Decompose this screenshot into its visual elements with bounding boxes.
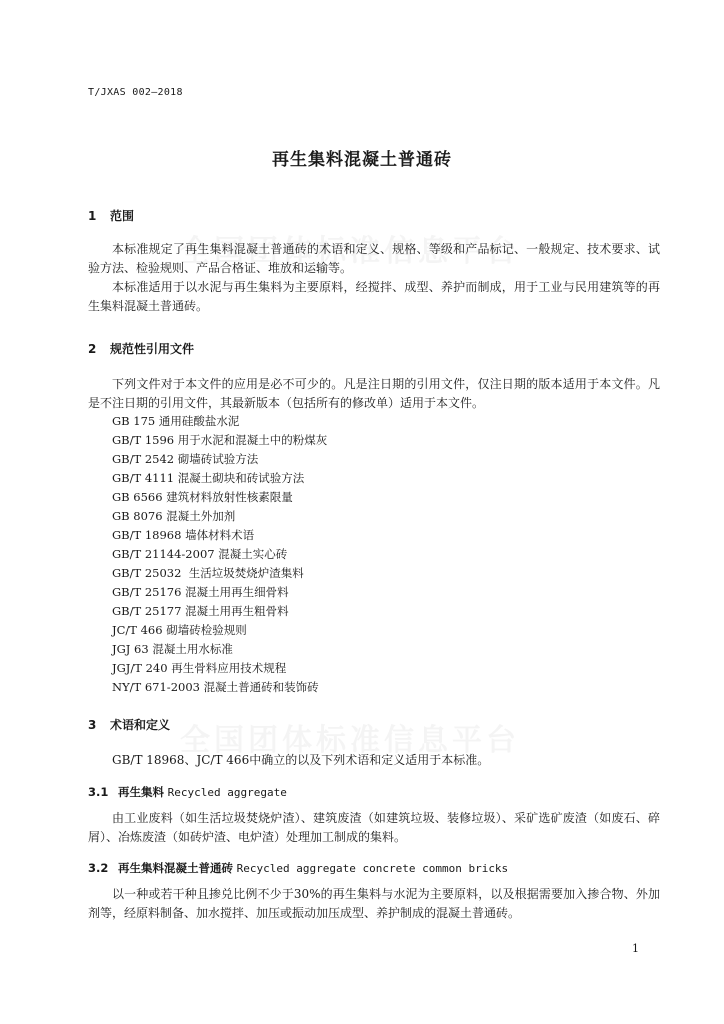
reference-item: JGJ/T 240 再生骨料应用技术规程 <box>112 661 287 675</box>
reference-item: NY/T 671-2003 混凝土普通砖和装饰砖 <box>112 680 319 694</box>
reference-item: GB/T 25032 生活垃圾焚烧炉渣集料 <box>112 566 304 580</box>
reference-item: GB 8076 混凝土外加剂 <box>112 509 236 523</box>
section-title: 规范性引用文件 <box>110 342 195 356</box>
normative-references-list <box>112 412 327 697</box>
subsection-title-zh: 再生集料混凝土普通砖 <box>118 861 233 875</box>
section-2-paragraph-1: 下列文件对于本文件的应用是必不可少的。凡是注日期的引用文件，仅注日期的版本适用于本文件。凡是不注日期的引用文件，其最新版本（包括所有的修改单）适用于本文件。 <box>88 377 660 410</box>
section-1-paragraph-2: 本标准适用于以水泥与再生集料为主要原料，经搅拌、成型、养护而制成，用于工业与民用建筑等的再生集料混凝土普通砖。 <box>88 280 660 313</box>
reference-item: GB/T 25176 混凝土用再生细骨料 <box>112 585 289 599</box>
section-3-paragraph-1: GB/T 18968、JC/T 466中确立的以及下列术语和定义适用于本标准。 <box>112 753 490 767</box>
subsection-title-zh: 再生集料 <box>118 785 164 799</box>
reference-item: GB 6566 建筑材料放射性核素限量 <box>112 490 293 504</box>
subsection-3-2-heading <box>88 860 508 876</box>
reference-item: GB/T 18968 墙体材料术语 <box>112 528 255 542</box>
subsection-3-1-heading <box>88 784 287 800</box>
section-number: 3 <box>88 718 97 732</box>
subsection-3-2-definition: 以一种或若干种且掺兑比例不少于30%的再生集料与水泥为主要原料，以及根据需要加入掺合物、外加剂等，经原料制备、加水搅拌、加压或振动加压成型、养护制成的混凝土普通砖。 <box>88 887 660 920</box>
reference-item: GB/T 1596 用于水泥和混凝土中的粉煤灰 <box>112 433 328 447</box>
section-3-heading <box>88 716 170 733</box>
section-title: 术语和定义 <box>110 718 171 732</box>
reference-item: GB/T 4111 混凝土砌块和砖试验方法 <box>112 471 305 485</box>
section-2-heading <box>88 340 194 357</box>
section-number: 2 <box>88 342 97 356</box>
subsection-number: 3.2 <box>88 861 109 875</box>
section-1-heading <box>88 207 134 224</box>
document-title: 再生集料混凝土普通砖 <box>272 150 452 170</box>
section-title: 范围 <box>110 209 135 223</box>
subsection-title-en: Recycled aggregate <box>167 786 287 799</box>
page-number: 1 <box>632 942 639 955</box>
reference-item: GB/T 25177 混凝土用再生粗骨料 <box>112 604 289 618</box>
reference-item: GB/T 2542 砌墙砖试验方法 <box>112 452 259 466</box>
subsection-title-en: Recycled aggregate concrete common bricks <box>236 862 509 875</box>
reference-item: JC/T 466 砌墙砖检验规则 <box>112 623 247 637</box>
reference-item: JGJ 63 混凝土用水标准 <box>112 642 233 656</box>
reference-item: GB/T 21144-2007 混凝土实心砖 <box>112 547 288 561</box>
subsection-3-1-definition: 由工业废料（如生活垃圾焚烧炉渣）、建筑废渣（如建筑垃圾、装修垃圾）、采矿选矿废渣（如废石、碎屑）、冶炼废渣（如砖炉渣、电炉渣）处理加工制成的集料。 <box>88 811 660 844</box>
reference-item: GB 175 通用硅酸盐水泥 <box>112 414 240 428</box>
subsection-number: 3.1 <box>88 785 109 799</box>
standard-code: T/JXAS 002—2018 <box>88 87 183 98</box>
section-1-paragraph-1: 本标准规定了再生集料混凝土普通砖的术语和定义、规格、等级和产品标记、一般规定、技术要求、试验方法、检验规则、产品合格证、堆放和运输等。 <box>88 242 660 275</box>
section-number: 1 <box>88 209 97 223</box>
